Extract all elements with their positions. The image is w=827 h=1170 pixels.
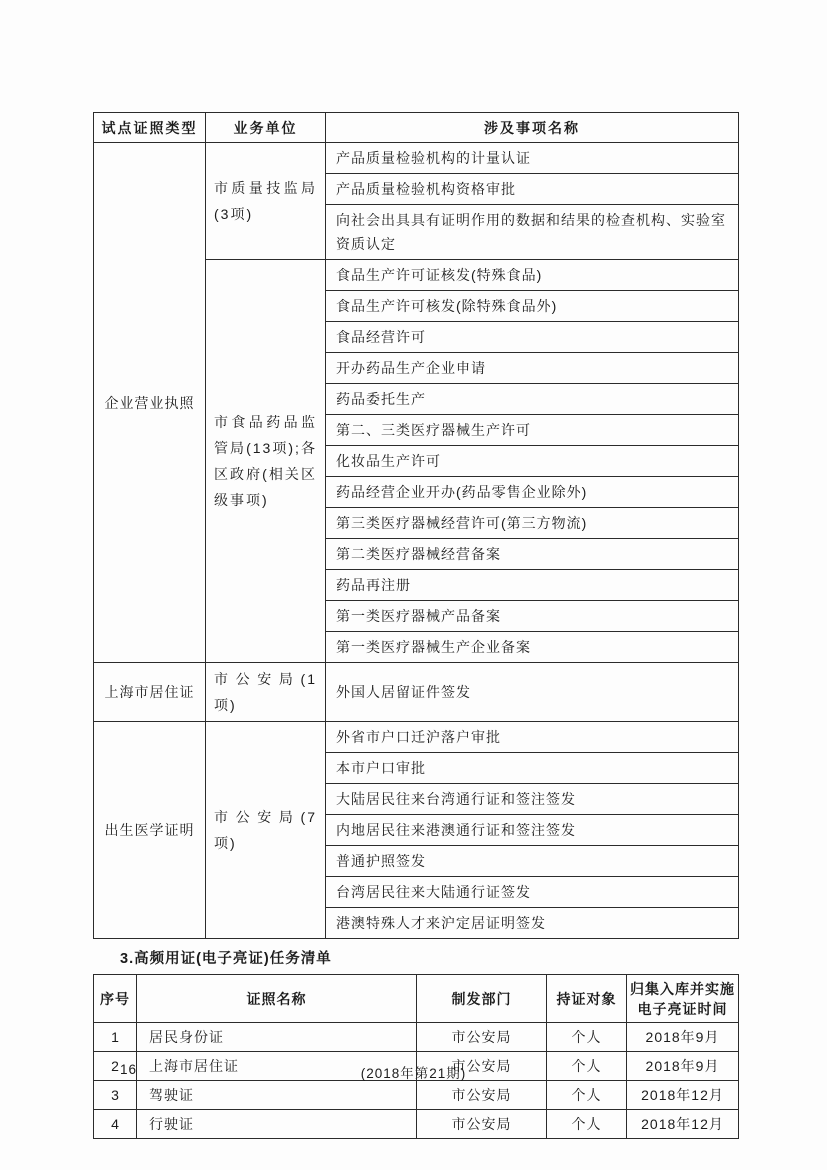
cell-holder: 个人 bbox=[547, 1023, 627, 1052]
cell-matter: 药品经营企业开办(药品零售企业除外) bbox=[326, 477, 739, 508]
cell-matter: 化妆品生产许可 bbox=[326, 446, 739, 477]
document-content bbox=[93, 112, 738, 1139]
cell-time: 2018年12月 bbox=[627, 1081, 739, 1110]
cell-matter: 食品生产许可证核发(特殊食品) bbox=[326, 260, 739, 291]
col-header-issuing-department: 制发部门 bbox=[417, 975, 547, 1023]
cell-matter: 普通护照签发 bbox=[326, 846, 739, 877]
col-header-serial-number: 序号 bbox=[94, 975, 137, 1023]
cell-matter: 第一类医疗器械生产企业备案 bbox=[326, 632, 739, 663]
cell-time: 2018年9月 bbox=[627, 1023, 739, 1052]
cell-matter: 本市户口审批 bbox=[326, 753, 739, 784]
cell-time: 2018年12月 bbox=[627, 1110, 739, 1139]
cell-certificate-name: 上海市居住证 bbox=[137, 1052, 417, 1081]
cell-business-unit: 市公安局(7项) bbox=[206, 722, 326, 939]
cell-matter: 药品委托生产 bbox=[326, 384, 739, 415]
page-footer bbox=[0, 1062, 827, 1082]
table-row bbox=[94, 143, 739, 174]
cell-serial: 2 bbox=[94, 1052, 137, 1081]
cell-department: 市公安局 bbox=[417, 1023, 547, 1052]
cell-matter: 外国人居留证件签发 bbox=[326, 663, 739, 722]
cell-matter: 第二类医疗器械经营备案 bbox=[326, 539, 739, 570]
cell-matter: 内地居民往来港澳通行证和签注签发 bbox=[326, 815, 739, 846]
col-header-business-unit: 业务单位 bbox=[206, 113, 326, 143]
cell-holder: 个人 bbox=[547, 1081, 627, 1110]
cell-certificate-name: 行驶证 bbox=[137, 1110, 417, 1139]
table-row bbox=[94, 1023, 739, 1052]
cell-holder: 个人 bbox=[547, 1052, 627, 1081]
cell-matter: 产品质量检验机构资格审批 bbox=[326, 174, 739, 205]
cell-serial: 1 bbox=[94, 1023, 137, 1052]
cell-serial: 4 bbox=[94, 1110, 137, 1139]
cell-serial: 3 bbox=[94, 1081, 137, 1110]
cell-matter: 开办药品生产企业申请 bbox=[326, 353, 739, 384]
task-list-table bbox=[93, 974, 739, 1139]
table-row bbox=[94, 722, 739, 753]
cell-certificate-name: 居民身份证 bbox=[137, 1023, 417, 1052]
cell-department: 市公安局 bbox=[417, 1081, 547, 1110]
cell-matter: 第二、三类医疗器械生产许可 bbox=[326, 415, 739, 446]
table1-header-row bbox=[94, 113, 739, 143]
cell-certificate-type: 上海市居住证 bbox=[94, 663, 206, 722]
cell-matter: 外省市户口迁沪落户审批 bbox=[326, 722, 739, 753]
cell-matter: 食品经营许可 bbox=[326, 322, 739, 353]
table-row bbox=[94, 663, 739, 722]
cell-holder: 个人 bbox=[547, 1110, 627, 1139]
cell-matter: 第一类医疗器械产品备案 bbox=[326, 601, 739, 632]
col-header-pilot-certificate-type: 试点证照类型 bbox=[94, 113, 206, 143]
cell-department: 市公安局 bbox=[417, 1110, 547, 1139]
cell-matter: 第三类医疗器械经营许可(第三方物流) bbox=[326, 508, 739, 539]
cell-department: 市公安局 bbox=[417, 1052, 547, 1081]
cell-matter: 大陆居民往来台湾通行证和签注签发 bbox=[326, 784, 739, 815]
cell-business-unit: 市食品药品监管局(13项);各区政府(相关区级事项) bbox=[206, 260, 326, 663]
cell-certificate-type: 出生医学证明 bbox=[94, 722, 206, 939]
cell-matter: 向社会出具具有证明作用的数据和结果的检查机构、实验室资质认定 bbox=[326, 205, 739, 260]
cell-matter: 药品再注册 bbox=[326, 570, 739, 601]
cell-certificate-type: 企业营业执照 bbox=[94, 143, 206, 663]
col-header-holder-type: 持证对象 bbox=[547, 975, 627, 1023]
col-header-collection-time: 归集入库并实施电子亮证时间 bbox=[627, 975, 739, 1023]
table-row bbox=[94, 1110, 739, 1139]
footer-page-number: 16 bbox=[120, 1062, 138, 1077]
cell-time: 2018年9月 bbox=[627, 1052, 739, 1081]
table-row bbox=[94, 1081, 739, 1110]
task-list-caption: 3.高频用证(电子亮证)任务清单 bbox=[120, 951, 332, 967]
cell-business-unit: 市质量技监局(3项) bbox=[206, 143, 326, 260]
table2-header-row bbox=[94, 975, 739, 1023]
cell-matter: 港澳特殊人才来沪定居证明签发 bbox=[326, 908, 739, 939]
cell-business-unit: 市公安局(1项) bbox=[206, 663, 326, 722]
cell-certificate-name: 驾驶证 bbox=[137, 1081, 417, 1110]
col-header-certificate-name: 证照名称 bbox=[137, 975, 417, 1023]
cell-matter: 食品生产许可核发(除特殊食品外) bbox=[326, 291, 739, 322]
cell-matter: 产品质量检验机构的计量认证 bbox=[326, 143, 739, 174]
pilot-certificates-table bbox=[93, 112, 739, 939]
cell-matter: 台湾居民往来大陆通行证签发 bbox=[326, 877, 739, 908]
footer-issue-label: (2018年第21期) bbox=[360, 1066, 467, 1081]
col-header-matter-name: 涉及事项名称 bbox=[326, 113, 739, 143]
